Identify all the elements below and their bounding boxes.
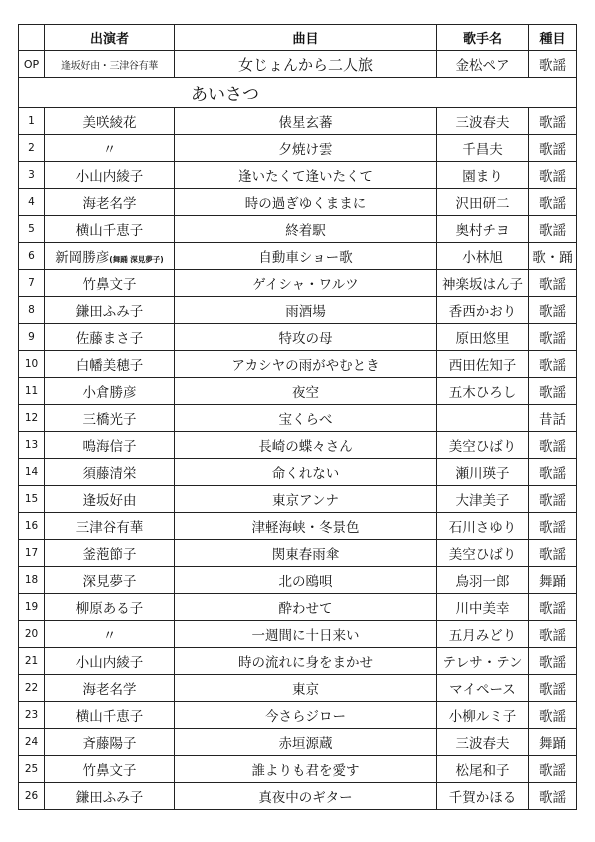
row-number: 11	[19, 378, 45, 405]
row-number: 15	[19, 486, 45, 513]
row-song: アカシヤの雨がやむとき	[175, 351, 437, 378]
row-song: 東京	[175, 675, 437, 702]
row-number: 2	[19, 135, 45, 162]
row-number: 25	[19, 756, 45, 783]
program-row	[19, 324, 577, 351]
row-performer	[45, 135, 175, 162]
row-number: 21	[19, 648, 45, 675]
header-song: 曲目	[175, 25, 437, 51]
performer-name: 竹鼻文子	[82, 763, 137, 779]
row-performer	[45, 594, 175, 621]
row-singer: 三波春夫	[437, 729, 529, 756]
row-type: 歌謡	[529, 540, 577, 567]
row-song: 誰よりも君を愛す	[175, 756, 437, 783]
row-song: 特攻の母	[175, 324, 437, 351]
performer-name: 小倉勝彦	[82, 385, 137, 401]
row-number: 14	[19, 459, 45, 486]
program-row	[19, 351, 577, 378]
op-performer: 逢坂好由・三津谷有華	[45, 51, 175, 78]
row-song: 命くれない	[175, 459, 437, 486]
performer-name: 深見夢子	[82, 574, 137, 590]
row-song: 津軽海峡・冬景色	[175, 513, 437, 540]
row-type: 歌謡	[529, 162, 577, 189]
performer-name: 美咲綾花	[82, 115, 137, 131]
row-song: 自動車ショー歌	[175, 243, 437, 270]
program-row	[19, 432, 577, 459]
row-type: 歌謡	[529, 432, 577, 459]
row-number: 16	[19, 513, 45, 540]
row-type: 歌謡	[529, 621, 577, 648]
row-type: 歌謡	[529, 513, 577, 540]
row-song: 終着駅	[175, 216, 437, 243]
row-type: 歌謡	[529, 324, 577, 351]
row-song: 逢いたくて逢いたくて	[175, 162, 437, 189]
row-singer: 川中美幸	[437, 594, 529, 621]
performer-name: 小山内綾子	[75, 169, 144, 185]
performer-name: 鎌田ふみ子	[75, 790, 144, 806]
row-song: ゲイシャ・ワルツ	[175, 270, 437, 297]
row-song: 時の過ぎゆくままに	[175, 189, 437, 216]
program-rows	[19, 51, 577, 810]
row-type: 歌謡	[529, 702, 577, 729]
performer-name: 釜萢節子	[82, 547, 137, 563]
row-singer: 神楽坂はん子	[437, 270, 529, 297]
program-row	[19, 621, 577, 648]
row-song: 雨酒場	[175, 297, 437, 324]
row-type: 歌謡	[529, 189, 577, 216]
row-number: 1	[19, 108, 45, 135]
row-singer: 西田佐知子	[437, 351, 529, 378]
row-number: 8	[19, 297, 45, 324]
row-song: 赤垣源蔵	[175, 729, 437, 756]
program-row	[19, 513, 577, 540]
row-number: 12	[19, 405, 45, 432]
row-singer: 瀬川瑛子	[437, 459, 529, 486]
row-number: 23	[19, 702, 45, 729]
row-performer	[45, 162, 175, 189]
row-performer	[45, 567, 175, 594]
program-row	[19, 756, 577, 783]
program-row	[19, 702, 577, 729]
program-row	[19, 162, 577, 189]
performer-name: 三津谷有華	[75, 520, 144, 536]
row-type: 歌謡	[529, 783, 577, 810]
row-singer: 大津美子	[437, 486, 529, 513]
row-performer	[45, 621, 175, 648]
program-row	[19, 405, 577, 432]
row-singer: 松尾和子	[437, 756, 529, 783]
performer-name: 須藤清栄	[82, 466, 137, 482]
row-type: 歌・踊	[529, 243, 577, 270]
row-performer	[45, 540, 175, 567]
row-performer	[45, 351, 175, 378]
row-type: 歌謡	[529, 351, 577, 378]
program-row	[19, 216, 577, 243]
row-singer: 小柳ルミ子	[437, 702, 529, 729]
performer-name: 鎌田ふみ子	[75, 304, 144, 320]
row-singer	[437, 405, 529, 432]
row-performer	[45, 108, 175, 135]
performer-name: 海老名学	[82, 682, 137, 698]
row-performer	[45, 405, 175, 432]
row-number: 17	[19, 540, 45, 567]
program-row	[19, 243, 577, 270]
row-performer	[45, 756, 175, 783]
program-row	[19, 567, 577, 594]
row-performer	[45, 378, 175, 405]
row-performer	[45, 675, 175, 702]
program-row	[19, 675, 577, 702]
row-type: 歌謡	[529, 135, 577, 162]
row-type: 歌謡	[529, 486, 577, 513]
performer-name: 横山千恵子	[75, 709, 144, 725]
row-singer: マイペース	[437, 675, 529, 702]
row-song: 宝くらべ	[175, 405, 437, 432]
row-number: 5	[19, 216, 45, 243]
row-song: 夕焼け雲	[175, 135, 437, 162]
row-performer	[45, 270, 175, 297]
row-singer: 原田悠里	[437, 324, 529, 351]
row-number: 7	[19, 270, 45, 297]
row-singer: 小林旭	[437, 243, 529, 270]
row-number: 19	[19, 594, 45, 621]
performer-name: 白幡美穂子	[75, 358, 144, 374]
row-type: 歌謡	[529, 378, 577, 405]
row-song: 関東春雨傘	[175, 540, 437, 567]
row-number: 22	[19, 675, 45, 702]
program-row	[19, 486, 577, 513]
row-singer: 石川さゆり	[437, 513, 529, 540]
program-sheet	[18, 24, 576, 810]
header-row	[19, 25, 577, 51]
row-number: 4	[19, 189, 45, 216]
performer-name: 逢坂好由	[82, 493, 137, 509]
row-number: 18	[19, 567, 45, 594]
row-performer	[45, 432, 175, 459]
row-singer: 鳥羽一郎	[437, 567, 529, 594]
row-performer	[45, 216, 175, 243]
row-number: 24	[19, 729, 45, 756]
performer-name: 海老名学	[82, 196, 137, 212]
row-singer: 美空ひばり	[437, 540, 529, 567]
row-number: 3	[19, 162, 45, 189]
row-type: 歌謡	[529, 459, 577, 486]
row-song: 北の鴎唄	[175, 567, 437, 594]
program-row	[19, 135, 577, 162]
row-singer: テレサ・テン	[437, 648, 529, 675]
row-performer	[45, 648, 175, 675]
row-performer	[45, 513, 175, 540]
program-row	[19, 297, 577, 324]
program-row	[19, 108, 577, 135]
row-number: 6	[19, 243, 45, 270]
performer-name: 小山内綾子	[75, 655, 144, 671]
header-type: 種目	[529, 25, 577, 51]
row-type: 歌謡	[529, 675, 577, 702]
op-number: OP	[19, 51, 45, 78]
section-title: あいさつ	[19, 78, 577, 108]
opening-row	[19, 51, 577, 78]
performer-name: 柳原ある子	[75, 601, 144, 617]
row-singer: 三波春夫	[437, 108, 529, 135]
op-song: 女じょんから二人旅	[175, 51, 437, 78]
row-singer: 五木ひろし	[437, 378, 529, 405]
program-row	[19, 648, 577, 675]
row-singer: 千昌夫	[437, 135, 529, 162]
row-number: 26	[19, 783, 45, 810]
row-song: 時の流れに身をまかせ	[175, 648, 437, 675]
row-number: 13	[19, 432, 45, 459]
row-performer	[45, 783, 175, 810]
row-singer: 千賀かほる	[437, 783, 529, 810]
row-performer	[45, 486, 175, 513]
row-singer: 五月みどり	[437, 621, 529, 648]
program-row	[19, 540, 577, 567]
program-row	[19, 729, 577, 756]
performer-dancer-note: (舞踊 深見夢子)	[109, 255, 164, 264]
header-performer: 出演者	[45, 25, 175, 51]
row-song: 真夜中のギター	[175, 783, 437, 810]
header-no	[19, 25, 45, 51]
row-type: 歌謡	[529, 297, 577, 324]
row-song: 長崎の蝶々さん	[175, 432, 437, 459]
row-performer	[45, 702, 175, 729]
program-row	[19, 459, 577, 486]
row-type: 舞踊	[529, 567, 577, 594]
row-performer	[45, 324, 175, 351]
row-song: 夜空	[175, 378, 437, 405]
row-performer	[45, 243, 175, 270]
row-number: 20	[19, 621, 45, 648]
row-singer: 美空ひばり	[437, 432, 529, 459]
row-type: 歌謡	[529, 648, 577, 675]
performer-name: 竹鼻文子	[82, 277, 137, 293]
row-singer: 奥村チヨ	[437, 216, 529, 243]
row-performer	[45, 297, 175, 324]
op-singer: 金松ペア	[437, 51, 529, 78]
row-song: 今さらジロー	[175, 702, 437, 729]
row-song: 東京アンナ	[175, 486, 437, 513]
performer-name: 横山千恵子	[75, 223, 144, 239]
row-performer	[45, 189, 175, 216]
program-row	[19, 270, 577, 297]
row-song: 一週間に十日来い	[175, 621, 437, 648]
row-type: 昔話	[529, 405, 577, 432]
performer-name: 佐藤まさ子	[75, 331, 144, 347]
row-type: 歌謡	[529, 594, 577, 621]
row-type: 歌謡	[529, 270, 577, 297]
program-row	[19, 378, 577, 405]
op-type: 歌謡	[529, 51, 577, 78]
row-type: 歌謡	[529, 216, 577, 243]
row-singer: 沢田研二	[437, 189, 529, 216]
program-row	[19, 783, 577, 810]
performer-name: 三橋光子	[82, 412, 137, 428]
row-song: 酔わせて	[175, 594, 437, 621]
performer-name: 〃	[102, 142, 117, 158]
header-singer: 歌手名	[437, 25, 529, 51]
section-row	[19, 78, 577, 108]
program-row	[19, 189, 577, 216]
row-type: 舞踊	[529, 729, 577, 756]
row-song: 俵星玄蕃	[175, 108, 437, 135]
performer-name: 鳴海信子	[82, 439, 137, 455]
performer-name: 新岡勝彦	[55, 250, 110, 266]
row-number: 10	[19, 351, 45, 378]
row-number: 9	[19, 324, 45, 351]
row-type: 歌謡	[529, 108, 577, 135]
performer-name: 斉藤陽子	[82, 736, 137, 752]
program-row	[19, 594, 577, 621]
row-singer: 園まり	[437, 162, 529, 189]
row-performer	[45, 459, 175, 486]
row-performer	[45, 729, 175, 756]
row-type: 歌謡	[529, 756, 577, 783]
performer-name: 〃	[102, 628, 117, 644]
program-table	[18, 24, 577, 810]
row-singer: 香西かおり	[437, 297, 529, 324]
